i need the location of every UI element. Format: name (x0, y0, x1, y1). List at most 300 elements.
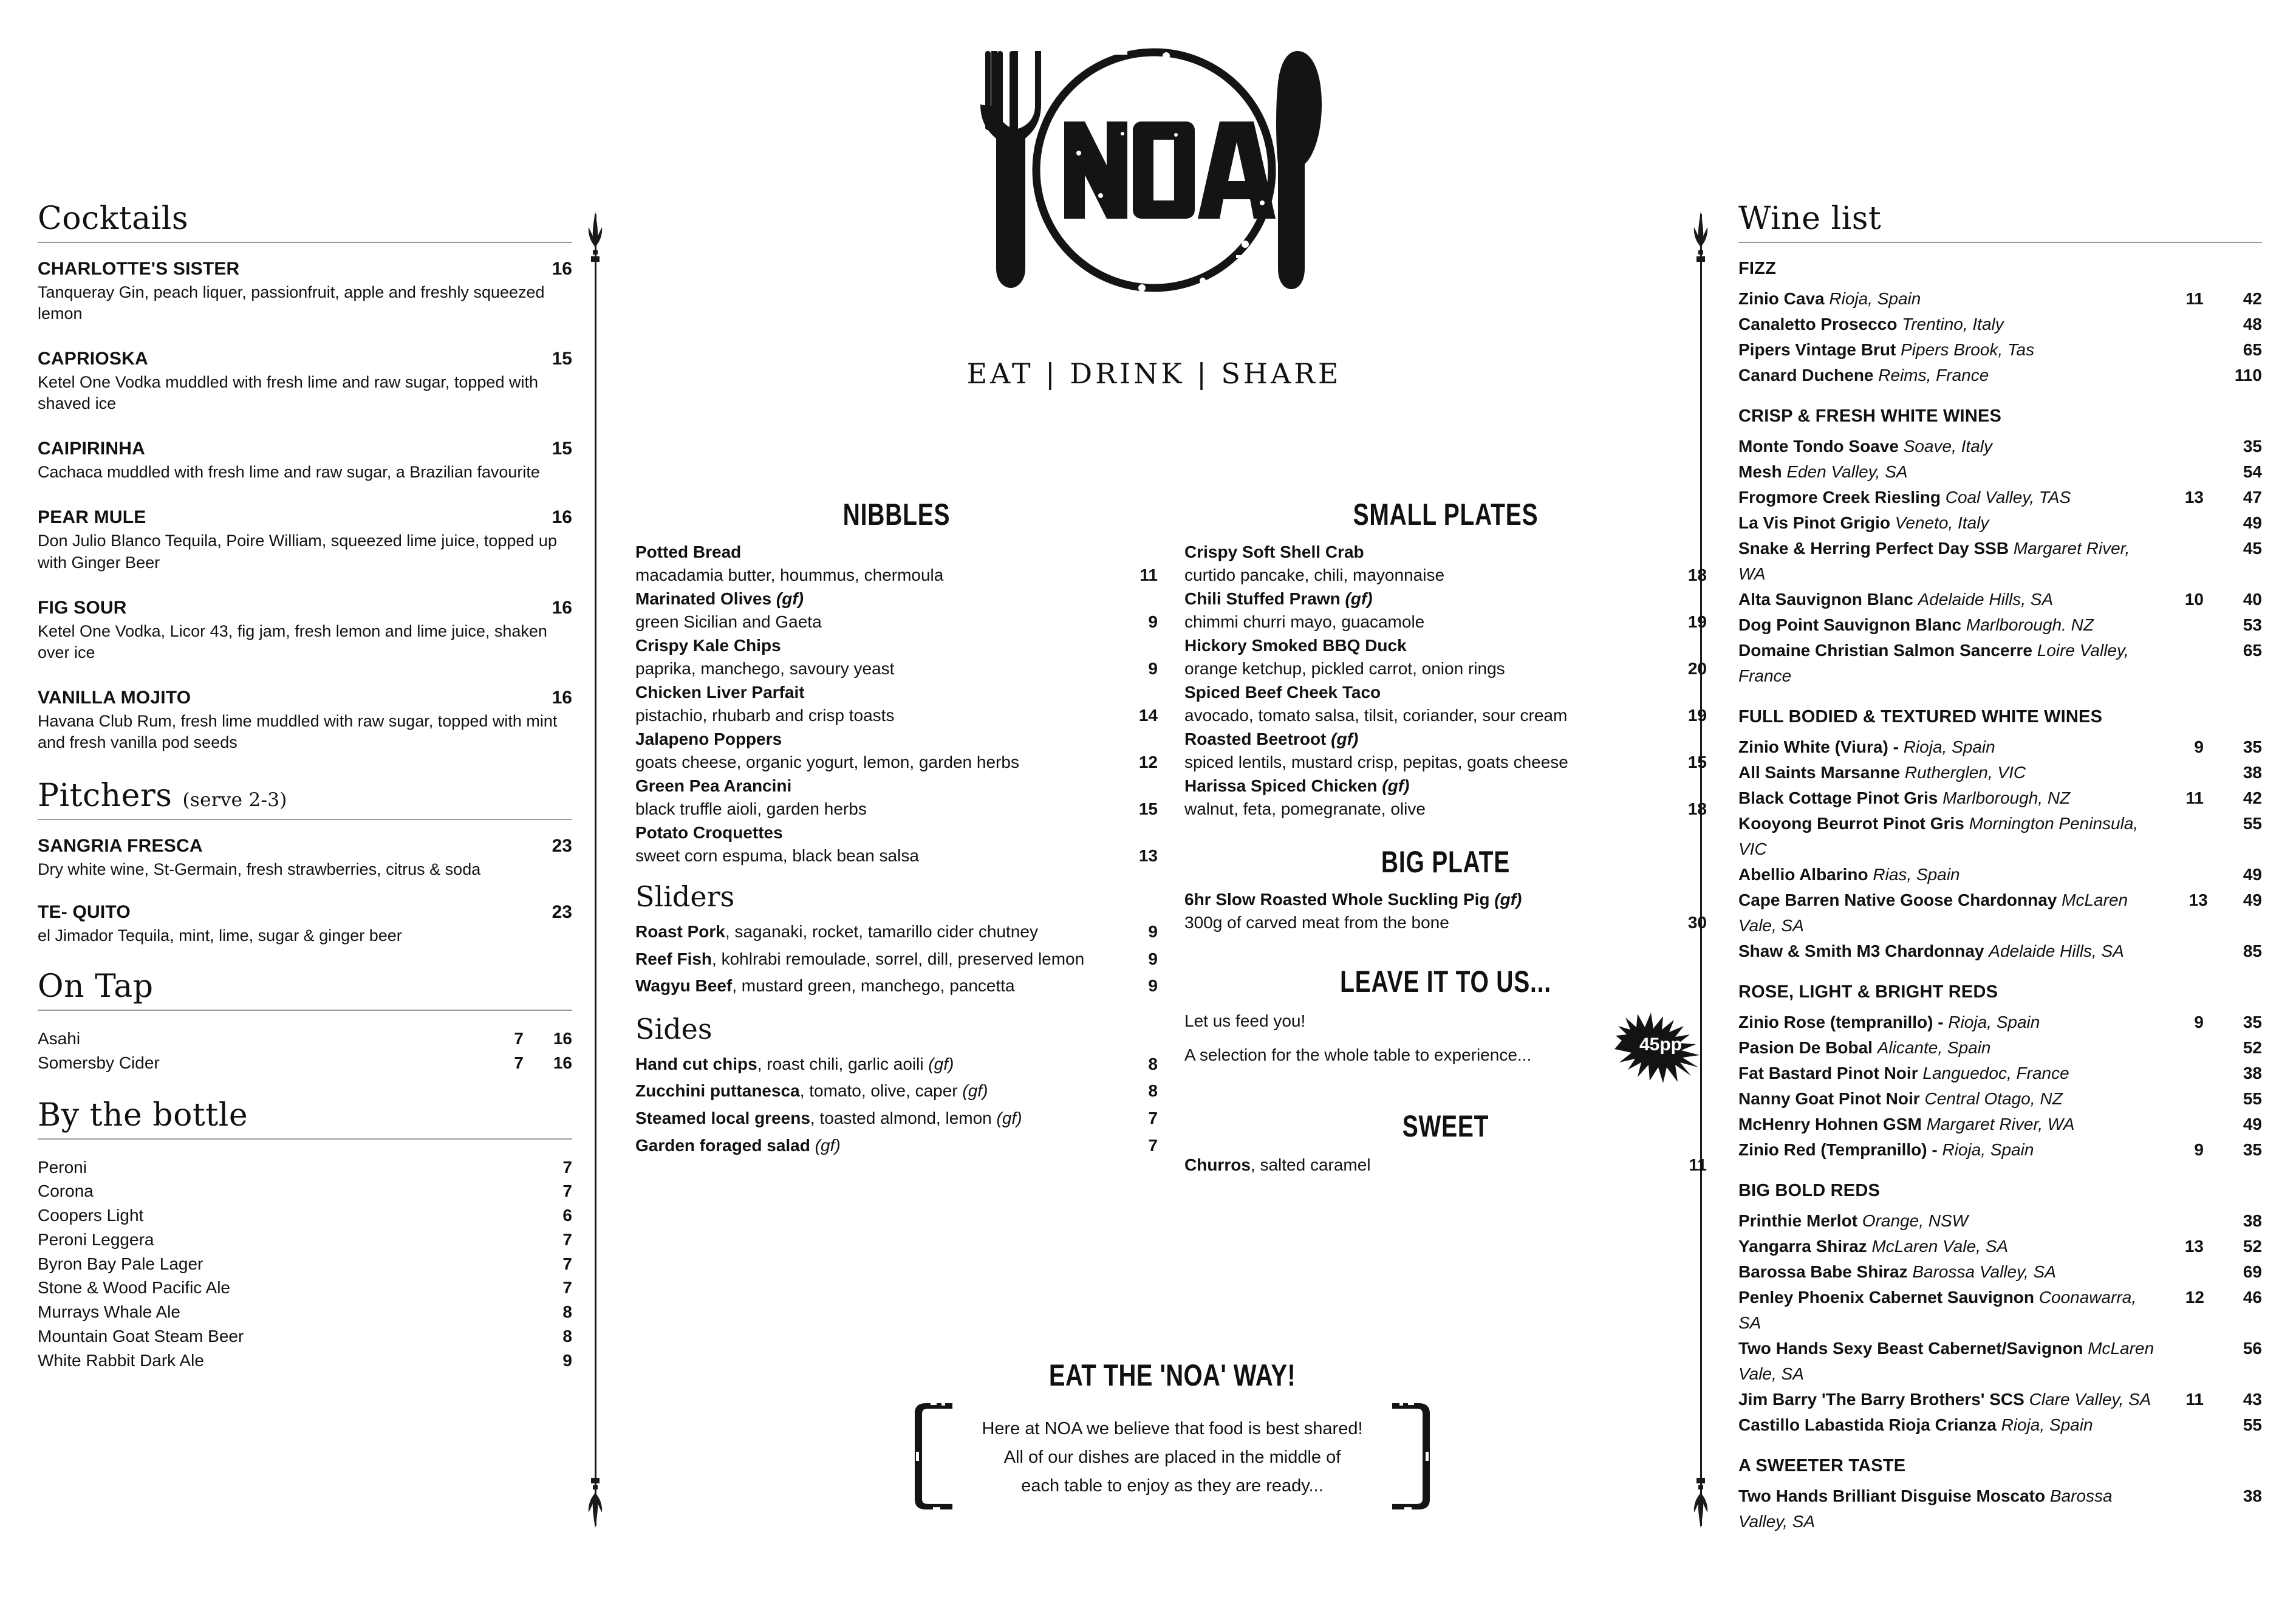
drink-name: CHARLOTTE'S SISTER (38, 259, 240, 279)
wine-bottle-price: 45 (2243, 539, 2262, 558)
wine-glass-price: 9 (2194, 737, 2204, 756)
nibbles-column (635, 497, 1158, 1160)
big-plate-list (1184, 888, 1707, 934)
wine-name-region (1738, 939, 2159, 964)
drink-price: 16 (552, 259, 572, 279)
wine-row (1738, 536, 2262, 587)
wine-name: Fat Bastard Pinot Noir (1738, 1064, 1918, 1082)
wine-name: Castillo Labastida Rioja Crianza (1738, 1415, 1997, 1434)
dish-price: 15 (1687, 752, 1707, 771)
drink-row (38, 259, 572, 279)
sliders-heading: Sliders (635, 880, 735, 914)
dish-desc: paprika, manchego, savoury yeast (635, 658, 895, 678)
wine-bottle-price: 35 (2243, 1140, 2262, 1159)
menu-row-price: 8 (1148, 1081, 1158, 1101)
pitchers-list (38, 836, 572, 946)
menu-row-name: Hand cut chips (635, 1054, 757, 1073)
wine-region: Orange, NSW (1862, 1211, 1969, 1230)
menu-row-text: Hand cut chips, roast chili, garlic aoili (gf) (635, 1054, 954, 1073)
drink-row (38, 439, 572, 459)
wine-bottle-price: 40 (2243, 590, 2262, 609)
wine-row (1738, 286, 2262, 312)
wine-region: Rioja, Spain (1903, 737, 1995, 756)
gf-marker: (gf) (1345, 589, 1373, 609)
wine-name: Pasion De Bobal (1738, 1038, 1873, 1057)
dish-price: 15 (1138, 799, 1158, 818)
bottle-name: White Rabbit Dark Ale (38, 1350, 204, 1370)
wine-bottle-price: 65 (2243, 641, 2262, 660)
dish-name: Harissa Spiced Chicken (gf) (1184, 776, 1410, 796)
gf-marker: (gf) (1331, 730, 1359, 749)
wine-name-region (1738, 434, 2159, 459)
wine-name: Yangarra Shiraz (1738, 1237, 1867, 1256)
dish-desc-row (635, 564, 1158, 587)
wine-bottle-price: 69 (2243, 1262, 2262, 1281)
wine-name-region (1738, 1387, 2159, 1412)
wine-row (1738, 939, 2262, 964)
wine-category-heading: ROSE, LIGHT & BRIGHT REDS (1738, 982, 1998, 1002)
divider-rod (595, 214, 596, 1526)
bracket-right-icon (1391, 1401, 1435, 1511)
wine-bottle-price: 38 (2243, 1486, 2262, 1505)
wine-region: Trentino, Italy (1902, 315, 2004, 333)
wine-row (1738, 760, 2262, 785)
wine-name: Mesh (1738, 462, 1782, 481)
drink-row (38, 688, 572, 708)
wine-row (1738, 587, 2262, 612)
wine-list-column (1738, 200, 2262, 1534)
wine-row (1738, 1259, 2262, 1285)
wine-name-region (1738, 734, 2159, 760)
dish-name: Hickory Smoked BBQ Duck (1184, 636, 1407, 655)
wine-name: Kooyong Beurrot Pinot Gris (1738, 814, 1964, 833)
wine-name: Dog Point Sauvignon Blanc (1738, 615, 1962, 634)
dish-price: 30 (1687, 912, 1707, 932)
menu-row-text: Roast Pork, saganaki, rocket, tamarillo cider chutney (635, 922, 1038, 942)
drink-price: 23 (552, 902, 572, 923)
dish-desc-row (635, 798, 1158, 821)
wine-name-region (1738, 536, 2159, 587)
wine-name: Alta Sauvignon Blanc (1738, 590, 1913, 609)
wine-region: Rutherglen, VIC (1904, 763, 2026, 782)
menu-row-name: Zucchini puttanesca (635, 1081, 800, 1101)
wine-name-region (1738, 1061, 2159, 1086)
wine-region: Barossa Valley, SA (1738, 1486, 2113, 1531)
wine-bottle-price: 85 (2243, 942, 2262, 960)
wine-glass-price: 11 (2185, 289, 2204, 308)
wine-category-heading: FULL BODIED & TEXTURED WHITE WINES (1738, 707, 2103, 727)
big-plate-heading: BIG PLATE (1381, 845, 1511, 880)
by-the-bottle-heading: By the bottle (38, 1096, 248, 1134)
drink-name: CAIPIRINHA (38, 439, 146, 459)
menu-row-name: Wagyu Beef (635, 976, 733, 996)
wine-row (1738, 1112, 2262, 1137)
bottle-price: 7 (562, 1181, 572, 1201)
wine-region: Veneto, Italy (1895, 513, 1989, 532)
ornamental-divider-left (583, 214, 607, 1526)
bottle-price: 7 (562, 1278, 572, 1298)
small-plates-list (1184, 541, 1707, 820)
menu-row-price: 7 (1148, 1135, 1158, 1155)
menu-row-name: Roast Pork (635, 922, 725, 942)
noa-way-title: EAT THE 'NOA' WAY! (1048, 1358, 1296, 1392)
wine-categories (1738, 259, 2262, 1534)
wine-name: McHenry Hohnen GSM (1738, 1115, 1922, 1134)
drink-desc: Tanqueray Gin, peach liquer, passionfruit, apple and freshly squeezed lemon (38, 283, 545, 323)
wine-bottle-price: 35 (2243, 737, 2262, 756)
bottle-name: Murrays Whale Ale (38, 1302, 180, 1322)
drink-item (38, 598, 572, 663)
dish-desc-row (1184, 798, 1707, 821)
wine-row (1738, 1483, 2262, 1534)
wine-name: Black Cottage Pinot Gris (1738, 788, 1938, 807)
bottle-row (38, 1300, 572, 1324)
wine-bottle-price: 49 (2243, 1115, 2262, 1134)
wine-row (1738, 1035, 2262, 1061)
wine-bottle-price: 110 (2234, 366, 2262, 385)
menu-row-name: Reef Fish (635, 949, 712, 968)
bottle-name: Corona (38, 1181, 94, 1201)
tap-name: Asahi (38, 1029, 81, 1048)
wine-name-region (1738, 587, 2159, 612)
drink-item (38, 349, 572, 414)
wine-name: La Vis Pinot Grigio (1738, 513, 1890, 532)
dish-desc-row (1184, 657, 1707, 680)
wine-name-region (1738, 1336, 2170, 1387)
wine-region: Central Otago, NZ (1924, 1089, 2063, 1108)
wine-category-heading: CRISP & FRESH WHITE WINES (1738, 406, 2002, 426)
menu-row (635, 919, 1158, 945)
menu-row-price: 9 (1148, 922, 1158, 942)
wine-list-rule (1738, 242, 2262, 243)
cocktails-rule (38, 242, 572, 243)
wine-name: Pipers Vintage Brut (1738, 340, 1896, 359)
eat-the-noa-way-box (893, 1358, 1452, 1511)
drink-row (38, 836, 572, 857)
dish-desc-row (1184, 704, 1707, 727)
dish-name: Chicken Liver Parfait (635, 683, 805, 702)
bottle-name: Byron Bay Pale Lager (38, 1254, 203, 1273)
menu-row (635, 946, 1158, 973)
wine-name-region (1738, 1208, 2159, 1234)
cocktails-list (38, 259, 572, 753)
wine-bottle-price: 38 (2243, 763, 2262, 782)
drink-row (38, 598, 572, 618)
dish-item (635, 821, 1158, 867)
wine-bottle-price: 49 (2243, 865, 2262, 884)
wine-region: McLaren Vale, SA (1738, 1339, 2154, 1383)
bottle-row (38, 1324, 572, 1349)
bottle-row (38, 1276, 572, 1300)
bottle-price: 9 (562, 1350, 572, 1370)
drink-name: PEAR MULE (38, 507, 146, 528)
dish-price: 18 (1687, 799, 1707, 818)
bottle-price: 6 (562, 1206, 572, 1225)
dish-desc: walnut, feta, pomegranate, olive (1184, 799, 1426, 818)
drink-price: 15 (552, 349, 572, 369)
bottle-row (38, 1203, 572, 1228)
tap-price-schooner: 7 (514, 1029, 524, 1048)
dish-desc: 300g of carved meat from the bone (1184, 912, 1449, 932)
dish-desc: pistachio, rhubarb and crisp toasts (635, 705, 895, 725)
dish-name: Chili Stuffed Prawn (gf) (1184, 589, 1373, 609)
wine-row (1738, 612, 2262, 638)
wine-name-region (1738, 1112, 2159, 1137)
dish-desc: green Sicilian and Gaeta (635, 612, 822, 631)
wine-region: Margaret River, WA (1738, 539, 2130, 583)
wine-row (1738, 734, 2262, 760)
tap-price-jug: 16 (553, 1029, 572, 1048)
menu-row-text: Reef Fish, kohlrabi remoulade, sorrel, dill, preserved lemon (635, 949, 1085, 968)
dish-price: 18 (1687, 565, 1707, 584)
bracket-left-icon (910, 1401, 954, 1511)
bottle-price: 8 (562, 1302, 572, 1322)
wine-name: Nanny Goat Pinot Noir (1738, 1089, 1920, 1108)
wine-name: Shaw & Smith M3 Chardonnay (1738, 942, 1984, 960)
wine-name-region (1738, 1234, 2159, 1259)
drink-desc: Don Julio Blanco Tequila, Poire William, squeezed lime juice, topped up with Ginger Beer (38, 532, 557, 572)
menu-row (635, 1133, 1158, 1159)
cocktails-heading: Cocktails (38, 200, 189, 237)
dish-desc-row (635, 704, 1158, 727)
wine-bottle-price: 52 (2243, 1038, 2262, 1057)
pitchers-heading (38, 778, 572, 814)
wine-region: Adelaide Hills, SA (1918, 590, 2054, 609)
plate-fork-knife-icon (960, 13, 1348, 354)
wine-row (1738, 638, 2262, 689)
wine-region: Soave, Italy (1903, 437, 1993, 456)
wine-region: McLaren Vale, SA (1738, 891, 2128, 935)
menu-row-text: Wagyu Beef, mustard green, manchego, pancetta (635, 976, 1015, 996)
sides-list (635, 1051, 1158, 1158)
dish-item (635, 587, 1158, 633)
wine-name-region (1738, 1086, 2159, 1112)
dish-price: 14 (1138, 705, 1158, 725)
wine-glass-price: 13 (2184, 488, 2204, 507)
gf-marker: (gf) (776, 589, 804, 609)
wine-name-region (1738, 337, 2159, 363)
wine-region: Coonawarra, SA (1738, 1288, 2137, 1332)
dish-desc-row (635, 610, 1158, 634)
noa-way-line: Here at NOA we believe that food is best shared! (982, 1419, 1363, 1438)
wine-bottle-price: 55 (2243, 1089, 2262, 1108)
drink-item (38, 507, 572, 573)
wine-name-region (1738, 1259, 2159, 1285)
wine-row (1738, 1061, 2262, 1086)
bottle-price: 7 (562, 1229, 572, 1249)
wine-name-region (1738, 286, 2159, 312)
dish-item (1184, 634, 1707, 680)
on-tap-list (38, 1027, 572, 1075)
wine-bottle-price: 42 (2243, 788, 2262, 807)
wine-row (1738, 1137, 2262, 1163)
dish-item (1184, 541, 1707, 586)
divider-arrow-top-icon (1689, 210, 1713, 268)
drink-price: 16 (552, 597, 572, 618)
dish-price: 11 (1139, 565, 1158, 584)
wine-name-region (1738, 510, 2159, 536)
wine-region: Barossa Valley, SA (1912, 1262, 2056, 1281)
wine-name-region (1738, 1137, 2159, 1163)
wine-name: Penley Phoenix Cabernet Sauvignon (1738, 1288, 2035, 1307)
drink-row (38, 349, 572, 369)
tap-name: Somersby Cider (38, 1053, 160, 1072)
dish-price: 13 (1138, 846, 1158, 865)
menu-row-price: 9 (1148, 976, 1158, 996)
bottle-row (38, 1252, 572, 1276)
wine-name: Two Hands Sexy Beast Cabernet/Savignon (1738, 1339, 2083, 1358)
drink-price: 23 (552, 836, 572, 857)
tap-price-schooner: 7 (514, 1053, 524, 1072)
wine-bottle-price: 55 (2243, 1415, 2262, 1434)
divider-arrow-bottom-icon (583, 1472, 607, 1530)
wine-name: Cape Barren Native Goose Chardonnay (1738, 891, 2057, 909)
wine-category-heading: A SWEETER TASTE (1738, 1456, 1906, 1476)
gf-marker: (gf) (815, 1135, 841, 1155)
wine-row (1738, 1010, 2262, 1035)
leave-it-to-us-heading: LEAVE IT TO US... (1340, 965, 1551, 999)
dish-item (635, 728, 1158, 773)
wine-row (1738, 1086, 2262, 1112)
bottle-row (38, 1179, 572, 1203)
on-tap-heading: On Tap (38, 968, 154, 1005)
price-splat-label: 45pp (1639, 1034, 1683, 1055)
bottle-price: 8 (562, 1326, 572, 1346)
wine-row (1738, 510, 2262, 536)
wine-row (1738, 434, 2262, 459)
noa-way-line: All of our dishes are placed in the middle of (1003, 1447, 1341, 1467)
wine-bottle-price: 65 (2243, 340, 2262, 359)
dish-price: 12 (1138, 752, 1158, 771)
wine-region: Reims, France (1878, 366, 1989, 385)
sweet-heading: SWEET (1402, 1109, 1489, 1144)
wine-name-region (1738, 363, 2159, 388)
drink-row (38, 902, 572, 923)
drink-item (38, 902, 572, 946)
wine-row (1738, 1234, 2262, 1259)
wine-name-region (1738, 1010, 2159, 1035)
wine-region: Rioja, Spain (1948, 1013, 2040, 1031)
logo-tagline: EAT | DRINK | SHARE (966, 357, 1342, 390)
dish-name: Potted Bread (635, 542, 742, 561)
wine-glass-price: 11 (2185, 1390, 2204, 1409)
wine-row (1738, 1387, 2262, 1412)
wine-list-heading: Wine list (1738, 200, 1882, 237)
bottle-price: 7 (562, 1157, 572, 1177)
wine-name-region (1738, 1483, 2165, 1534)
dish-desc: macadamia butter, hoummus, chermoula (635, 565, 944, 584)
menu-row-price: 9 (1148, 949, 1158, 968)
wine-bottle-price: 49 (2243, 891, 2262, 909)
leave-it-to-us-line1: Let us feed you! (1184, 1011, 1306, 1031)
divider-arrow-bottom-icon (1689, 1472, 1713, 1530)
drink-price: 15 (552, 439, 572, 459)
dish-desc-row (635, 844, 1158, 867)
bottle-row (38, 1228, 572, 1252)
dish-name: Green Pea Arancini (635, 776, 792, 796)
wine-name: Snake & Herring Perfect Day SSB (1738, 539, 2009, 558)
drink-item (38, 836, 572, 880)
divider-arrow-top-icon (583, 210, 607, 268)
wine-bottle-price: 49 (2243, 513, 2262, 532)
wine-glass-price: 10 (2184, 590, 2204, 609)
drinks-column (38, 200, 572, 1372)
wine-name-region (1738, 811, 2161, 862)
noa-way-line: each table to enjoy as they are ready... (1021, 1476, 1324, 1496)
noa-logo (911, 13, 1397, 390)
tap-row (38, 1051, 572, 1075)
wine-row (1738, 887, 2262, 939)
wine-region: Eden Valley, SA (1786, 462, 1908, 481)
menu-row-text (635, 1133, 1109, 1159)
wine-name: All Saints Marsanne (1738, 763, 1901, 782)
wine-row (1738, 1336, 2262, 1387)
dish-item (635, 634, 1158, 680)
nibbles-heading: NIBBLES (842, 498, 951, 532)
wine-name-region (1738, 485, 2159, 510)
wine-region: Marlborough. NZ (1966, 615, 2094, 634)
drink-desc: Havana Club Rum, fresh lime muddled with raw sugar, topped with mint and fresh vanilla pod seeds (38, 711, 558, 751)
menu-row-text: Churros, salted caramel (1184, 1155, 1371, 1175)
drink-price: 16 (552, 507, 572, 528)
menu-row-name: Garden foraged salad (635, 1135, 810, 1155)
wine-region: Loire Valley, France (1738, 641, 2129, 685)
wine-region: Rioja, Spain (1829, 289, 1921, 308)
wine-bottle-price: 56 (2243, 1339, 2262, 1358)
dish-price: 20 (1687, 658, 1707, 678)
bottle-name: Stone & Wood Pacific Ale (38, 1278, 230, 1298)
dish-desc-row (635, 657, 1158, 680)
sides-heading: Sides (635, 1012, 712, 1045)
wine-name-region (1738, 862, 2159, 887)
menu-row-name: Steamed local greens (635, 1108, 810, 1127)
wine-name-region (1738, 785, 2159, 811)
wine-row (1738, 1208, 2262, 1234)
menu-row-text: Zucchini puttanesca, tomato, olive, caper (gf) (635, 1081, 988, 1101)
dish-desc-row (1184, 911, 1707, 934)
noa-way-lines (960, 1415, 1385, 1500)
drink-name: VANILLA MOJITO (38, 687, 191, 708)
menu-row-text: Steamed local greens, toasted almond, lemon (gf) (635, 1108, 1022, 1127)
pitchers-subtitle: (serve 2-3) (182, 789, 287, 812)
bottle-name: Coopers Light (38, 1206, 144, 1225)
drink-name: CAPRIOSKA (38, 349, 148, 369)
drink-price: 16 (552, 687, 572, 708)
drink-item (38, 439, 572, 483)
wine-glass-price: 11 (2185, 788, 2204, 807)
wine-region: Mornington Peninsula, VIC (1738, 814, 2139, 858)
wine-bottle-price: 55 (2243, 814, 2262, 833)
by-the-bottle-list (38, 1155, 572, 1373)
bottle-name: Peroni (38, 1157, 87, 1177)
wine-name: Zinio Red (Tempranillo) - (1738, 1140, 1938, 1159)
dish-name: Crispy Kale Chips (635, 636, 781, 655)
wine-category-heading: BIG BOLD REDS (1738, 1181, 1880, 1200)
wine-name: Printhie Merlot (1738, 1211, 1858, 1230)
drink-desc: el Jimador Tequila, mint, lime, sugar & ginger beer (38, 926, 402, 945)
drink-desc: Ketel One Vodka muddled with fresh lime and raw sugar, topped with shaved ice (38, 373, 538, 413)
dish-price: 19 (1687, 705, 1707, 725)
wine-region: Clare Valley, SA (2029, 1390, 2151, 1409)
menu-row-name: Churros (1184, 1155, 1251, 1175)
wine-bottle-price: 52 (2243, 1237, 2262, 1256)
wine-region: Pipers Brook, Tas (1901, 340, 2035, 359)
wine-region: Marlborough, NZ (1942, 788, 2071, 807)
wine-name-region (1738, 887, 2166, 939)
menu-row (635, 1078, 1158, 1104)
dish-name: Jalapeno Poppers (635, 730, 782, 749)
wine-name-region (1738, 1412, 2159, 1438)
